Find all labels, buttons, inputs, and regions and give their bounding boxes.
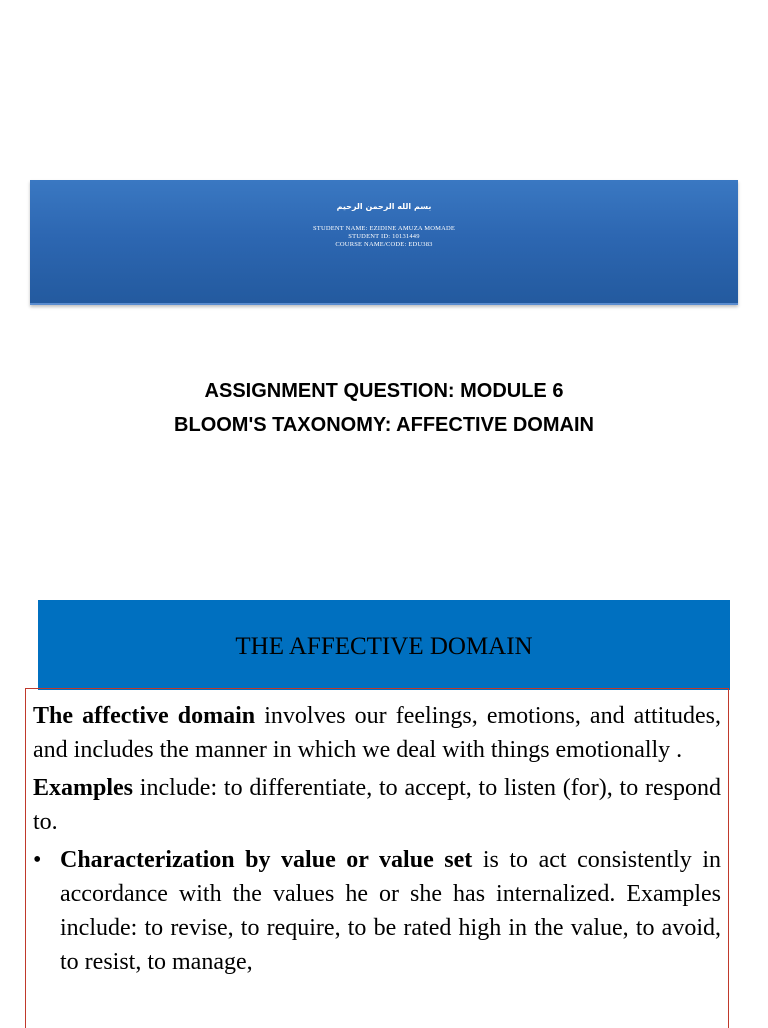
examples-paragraph bbox=[33, 771, 721, 839]
bullet-icon: • bbox=[33, 847, 42, 873]
section-title: THE AFFECTIVE DOMAIN bbox=[235, 633, 533, 660]
student-id: STUDENT ID: 10131449 bbox=[348, 233, 420, 240]
definition-paragraph bbox=[33, 699, 721, 767]
examples-term: Examples bbox=[33, 775, 134, 801]
bullet-term: Characterization by value or value set bbox=[60, 847, 473, 873]
content-body bbox=[33, 699, 721, 979]
bullet-item bbox=[33, 843, 721, 979]
student-name: STUDENT NAME: EZIDINE AMUZA MOMADE bbox=[312, 225, 456, 232]
assignment-subtitle: BLOOM'S TAXONOMY: AFFECTIVE DOMAIN bbox=[174, 414, 594, 436]
examples-text: include: to differentiate, to accept, to listen (for), to respond to. bbox=[33, 775, 721, 835]
bullet-text: is to act consistently in accordance with the values he or she has internalized. Examples include: to revise, to require, to be rated high in the value, to avoid, to resist, to manage, bbox=[60, 847, 721, 975]
student-info bbox=[30, 225, 738, 249]
assignment-question-title: ASSIGNMENT QUESTION: MODULE 6 bbox=[204, 380, 564, 402]
section-header bbox=[38, 600, 730, 690]
definition-text: involves our feelings, emotions, and attitudes, and includes the manner in which we deal with things emotionally . bbox=[33, 703, 721, 763]
bismillah-text: بسم الله الرحمن الرحيم bbox=[336, 202, 432, 211]
title-banner bbox=[30, 180, 738, 305]
course-code: COURSE NAME/CODE: EDU383 bbox=[335, 241, 433, 248]
definition-term: The affective domain bbox=[33, 703, 256, 729]
assignment-titles bbox=[0, 374, 768, 442]
